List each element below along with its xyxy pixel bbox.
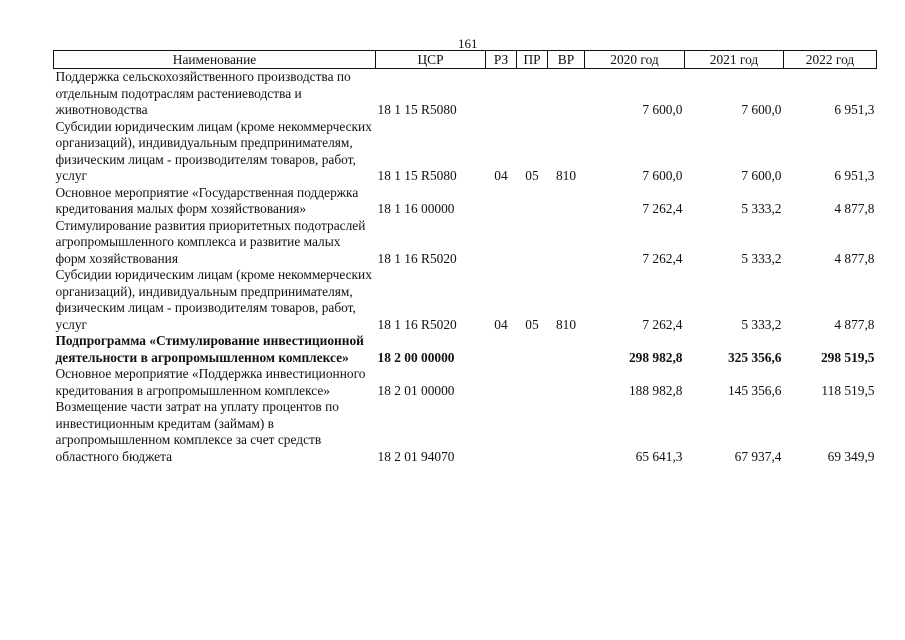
row-vr — [548, 69, 585, 119]
row-rz — [486, 366, 517, 399]
row-name: Основное мероприятие «Государственная поддержка кредитования малых форм хозяйствования» — [55, 184, 359, 216]
row-vr: 810 — [555, 316, 577, 332]
row-pr — [517, 366, 548, 399]
row-vr — [548, 333, 585, 366]
row-rz — [486, 333, 517, 366]
row-pr — [517, 399, 548, 465]
row-pr: 05 — [525, 168, 539, 183]
row-2022: 6 951,3 — [834, 102, 875, 117]
row-rz: 04 — [494, 168, 508, 183]
row-2022: 4 877,8 — [834, 250, 875, 266]
header-pr: ПР — [517, 51, 548, 69]
row-2020: 7 262,4 — [642, 250, 683, 266]
row-2022: 69 349,9 — [827, 448, 875, 464]
row-2022: 118 519,5 — [821, 382, 875, 398]
row-2020: 7 262,4 — [642, 201, 683, 216]
row-csr: 18 1 15 R5080 — [377, 102, 457, 117]
row-2020: 7 600,0 — [642, 168, 683, 183]
table-row — [54, 69, 877, 119]
row-2021: 5 333,2 — [741, 201, 782, 216]
row-csr: 18 1 16 R5020 — [377, 250, 457, 266]
table-header-row — [54, 51, 877, 69]
row-2021: 5 333,2 — [741, 250, 782, 266]
row-csr: 18 1 16 R5020 — [377, 316, 457, 332]
row-2021: 7 600,0 — [741, 168, 782, 183]
row-2020: 7 262,4 — [642, 316, 683, 332]
row-vr — [548, 218, 585, 268]
row-2020: 7 600,0 — [642, 102, 683, 117]
row-2022: 298 519,5 — [820, 349, 875, 365]
table-row — [54, 185, 877, 218]
row-2021: 7 600,0 — [741, 102, 782, 117]
table-row — [54, 399, 877, 465]
table-row — [54, 119, 877, 185]
row-2020: 188 982,8 — [628, 382, 683, 398]
header-name: Наименование — [54, 51, 376, 69]
row-2021: 325 356,6 — [727, 349, 782, 365]
row-2022: 4 877,8 — [834, 201, 875, 216]
row-rz — [486, 185, 517, 218]
row-vr — [548, 399, 585, 465]
row-vr: 810 — [555, 168, 577, 183]
row-vr — [548, 366, 585, 399]
row-pr — [517, 69, 548, 119]
row-rz — [486, 218, 517, 268]
row-csr: 18 1 16 00000 — [377, 201, 455, 216]
row-vr — [548, 185, 585, 218]
row-2022: 4 877,8 — [834, 316, 875, 332]
row-pr: 05 — [525, 316, 539, 332]
table-row — [54, 366, 877, 399]
header-vr: ВР — [548, 51, 585, 69]
row-pr — [517, 185, 548, 218]
row-name: Подпрограмма «Стимулирование инвестиционной деятельности в агропромышленном комплексе» — [55, 333, 364, 365]
row-csr: 18 2 00 00000 — [377, 349, 455, 365]
row-name: Субсидии юридическим лицам (кроме некоммерческих организаций), индивидуальным предпринимателям, физическим лицам - производителям товаров, работ, услуг — [55, 267, 372, 332]
row-2020: 65 641,3 — [635, 448, 683, 464]
row-name: Основное мероприятие «Поддержка инвестиционного кредитования в агропромышленном комплексе» — [55, 366, 366, 398]
budget-table — [53, 50, 877, 465]
row-rz: 04 — [494, 316, 508, 332]
row-2022: 6 951,3 — [834, 168, 875, 183]
row-2020: 298 982,8 — [628, 349, 683, 365]
row-name: Возмещение части затрат на уплату процентов по инвестиционным кредитам (займам) в агропромышленном комплексе за счет средств областного бюджета — [55, 399, 339, 464]
page-number: 161 — [458, 36, 478, 51]
row-name: Субсидии юридическим лицам (кроме некоммерческих организаций), индивидуальным предпринимателям, физическим лицам - производителям товаров, работ, услуг — [55, 118, 372, 183]
row-2021: 5 333,2 — [741, 316, 782, 332]
table-row — [54, 267, 877, 333]
header-2021: 2021 год — [685, 51, 784, 69]
header-2022: 2022 год — [784, 51, 877, 69]
row-name: Стимулирование развития приоритетных подотраслей агропромышленного комплекса и развитие малых форм хозяйствования — [55, 217, 366, 266]
header-2020: 2020 год — [585, 51, 685, 69]
row-pr — [517, 333, 548, 366]
table-row-subprogram — [54, 333, 877, 366]
header-rz: РЗ — [486, 51, 517, 69]
row-rz — [486, 69, 517, 119]
row-csr: 18 1 15 R5080 — [377, 168, 457, 183]
row-2021: 67 937,4 — [734, 448, 782, 464]
header-csr: ЦСР — [376, 51, 486, 69]
row-csr: 18 2 01 94070 — [377, 448, 455, 464]
row-2021: 145 356,6 — [727, 382, 782, 398]
table-row — [54, 218, 877, 268]
row-pr — [517, 218, 548, 268]
row-csr: 18 2 01 00000 — [377, 382, 455, 398]
row-rz — [486, 399, 517, 465]
row-name: Поддержка сельскохозяйственного производства по отдельным подотраслям растениеводства и животноводства — [55, 69, 351, 117]
